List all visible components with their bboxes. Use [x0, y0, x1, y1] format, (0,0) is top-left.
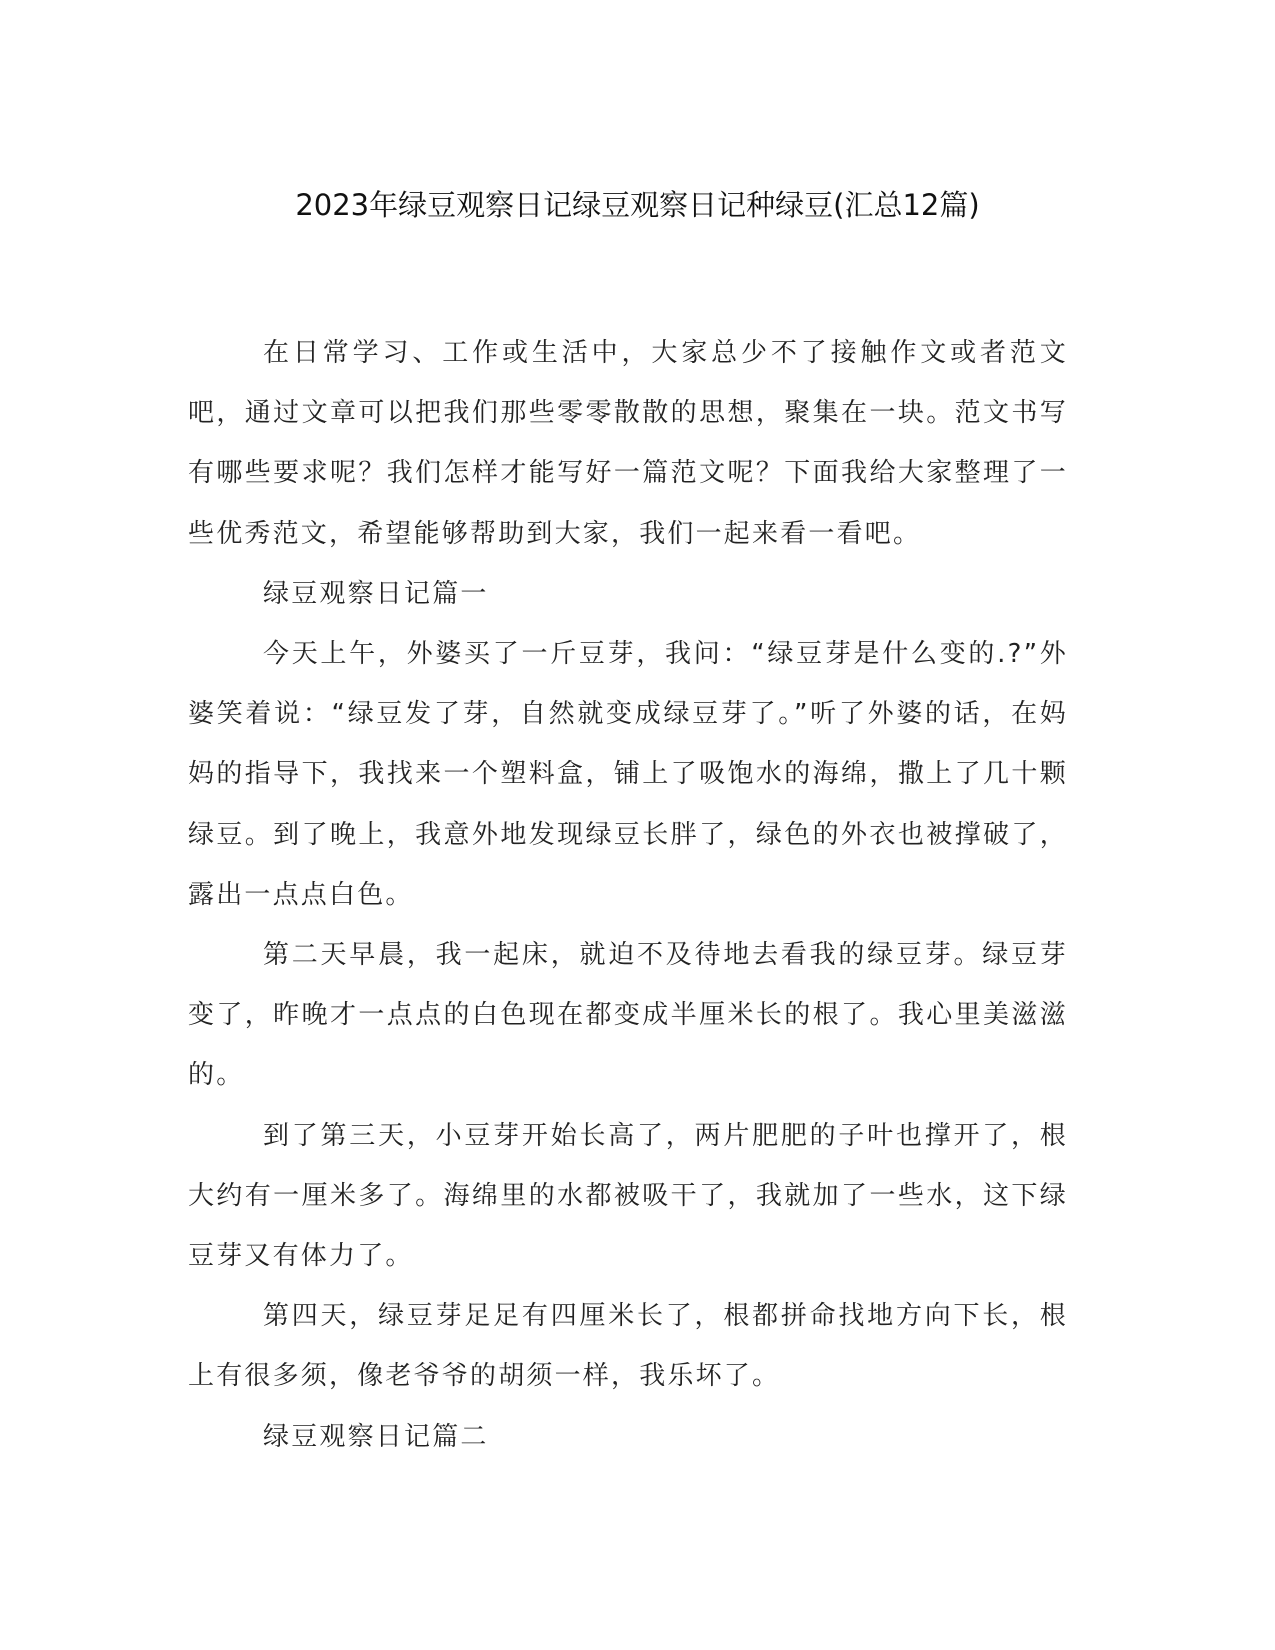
section-heading-1: 绿豆观察日记篇一 — [263, 578, 489, 609]
diary-paragraph-1: 今天上午，外婆买了一斤豆芽，我问：“绿豆芽是什么变的.?”外婆笑着说：“绿豆发了芽，自然就变成绿豆芽了。”听了外婆的话，在妈妈的指导下，我找来一个塑料盒，铺上了吸饱水的海绵，撒上了几十颗绿豆。到了晚上，我意外地发现绿豆长胖了，绿色的外衣也被撑破了，露出一点点白色。 — [188, 639, 1068, 910]
section-heading-2: 绿豆观察日记篇二 — [263, 1421, 489, 1452]
diary-paragraph-2: 第二天早晨，我一起床，就迫不及待地去看我的绿豆芽。绿豆芽变了，昨晚才一点点的白色现在都变成半厘米长的根了。我心里美滋滋的。 — [188, 940, 1068, 1091]
diary-paragraph-4: 第四天，绿豆芽足足有四厘米长了，根都拼命找地方向下长，根上有很多须，像老爷爷的胡须一样，我乐坏了。 — [188, 1301, 1068, 1392]
document-body — [188, 323, 1068, 1467]
document-title: 2023年绿豆观察日记绿豆观察日记种绿豆(汇总12篇) — [295, 188, 980, 222]
intro-paragraph: 在日常学习、工作或生活中，大家总少不了接触作文或者范文吧，通过文章可以把我们那些零零散散的思想，聚集在一块。范文书写有哪些要求呢？我们怎样才能写好一篇范文呢？下面我给大家整理了一些优秀范文，希望能够帮助到大家，我们一起来看一看吧。 — [188, 338, 1068, 549]
diary-paragraph-3: 到了第三天，小豆芽开始长高了，两片肥肥的子叶也撑开了，根大约有一厘米多了。海绵里的水都被吸干了，我就加了一些水，这下绿豆芽又有体力了。 — [188, 1120, 1068, 1272]
